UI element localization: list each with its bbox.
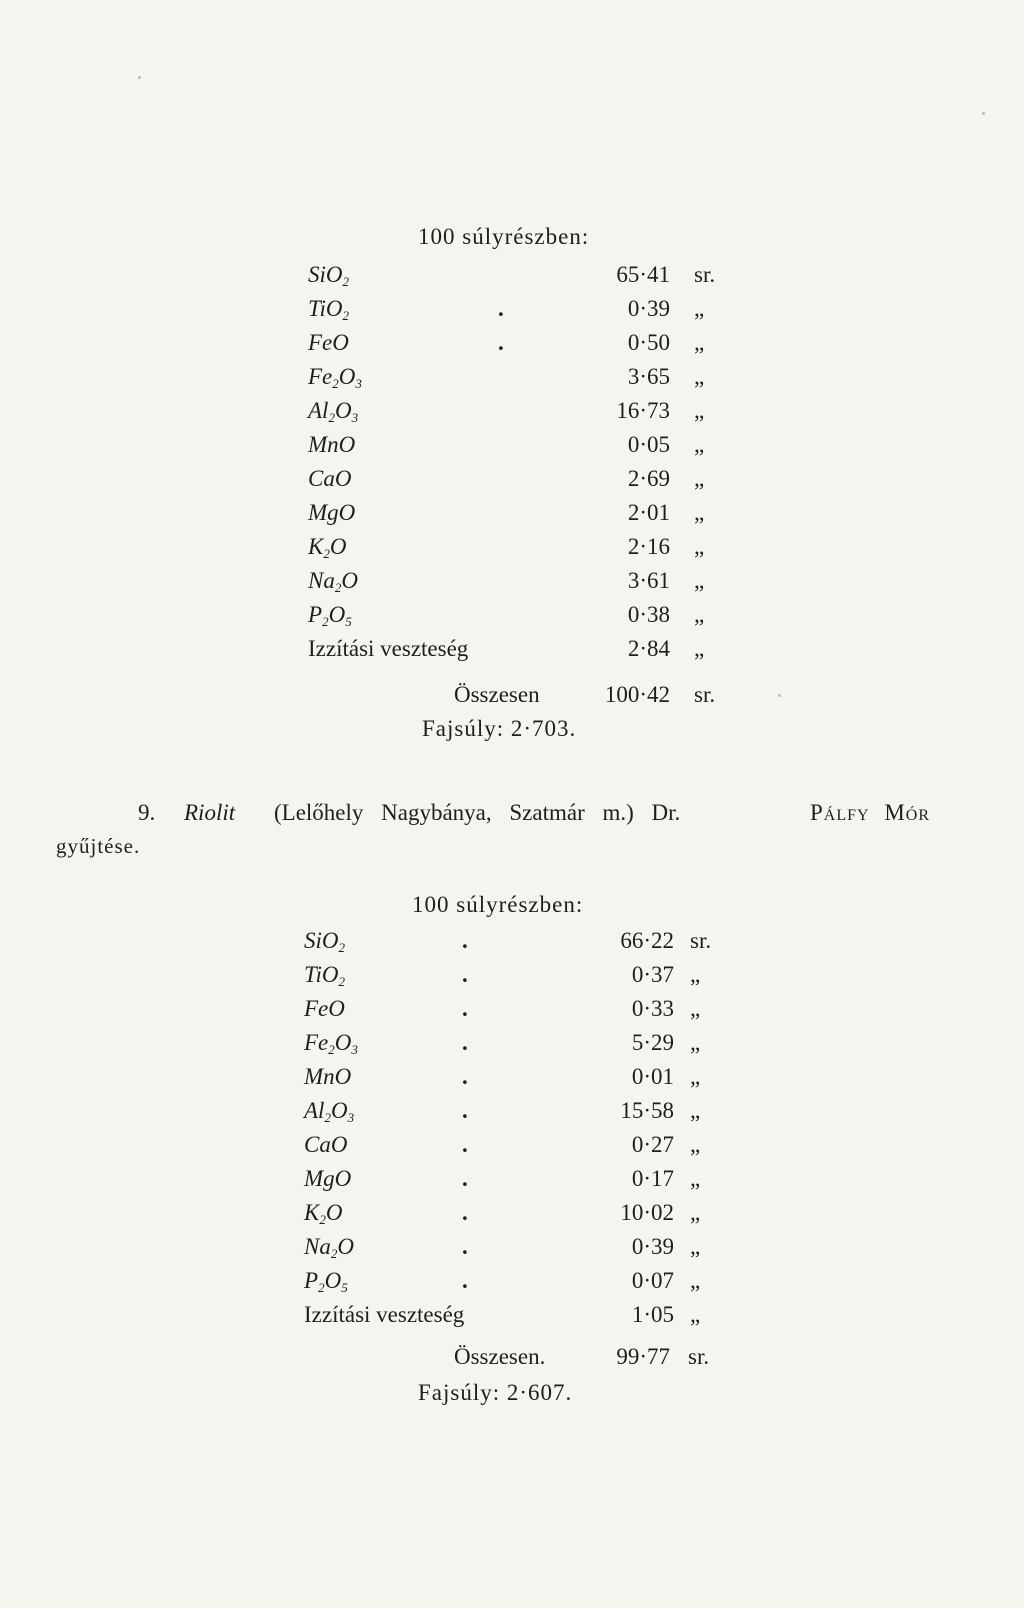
table-row [0,1234,1024,1268]
formula: MgO [304,1166,352,1191]
leader-dot: . [462,1166,468,1191]
row-value: 0·39 [627,296,670,321]
collector-name: Pálfy Mór [810,800,930,825]
leader-dot: . [462,1234,468,1259]
row-value: 2·84 [627,636,670,661]
table-row [0,928,1024,962]
formula: $P_2O_5$ [304,1268,348,1295]
leader-dot: . [498,330,504,355]
row-unit: „ [694,466,705,491]
row-label: Izzítási veszteség [308,636,469,661]
leader-dot: . [462,1268,468,1293]
table-row [0,1098,1024,1132]
formula: $P_2O_5$ [308,602,352,629]
formula: MnO [304,1064,352,1089]
leader-dot: . [498,296,504,321]
row-value: 0·17 [631,1166,674,1191]
table-row [0,1064,1024,1098]
formula: $Fe_2O_3$ [304,1030,358,1057]
row-unit: „ [694,398,705,423]
row-unit: „ [694,432,705,457]
leader-dot: . [462,1098,468,1123]
leader-dot: . [462,1200,468,1225]
formula: TiO$_2$ [308,296,350,323]
table1-total-unit: sr. [694,682,716,707]
row-unit: „ [694,602,705,627]
formula: MnO [308,432,356,457]
row-value: 15·58 [620,1098,674,1123]
row-unit: „ [690,962,701,987]
row-value: 0·50 [627,330,670,355]
formula: $Al_2O_3$ [304,1098,355,1125]
table-row [0,398,1024,432]
table-row [0,1268,1024,1302]
table-row [0,962,1024,996]
leader-dot: . [462,962,468,987]
row-value: 1·05 [631,1302,674,1327]
row-value: 65·41 [616,262,670,287]
paper-speck [778,694,781,697]
row-value: 10·02 [620,1200,674,1225]
row-unit: sr. [694,262,716,287]
formula: $K_2O$ [304,1200,343,1227]
row-value: 0·39 [631,1234,674,1259]
row-unit: „ [690,1268,701,1293]
table-row [0,636,1024,670]
table2-heading: 100 súlyrészben: [412,892,584,917]
formula: $Al_2O_3$ [308,398,359,425]
formula: CaO [304,1132,348,1157]
row-unit: „ [694,568,705,593]
row-unit: „ [690,1166,701,1191]
table-row [0,568,1024,602]
row-value: 5·29 [631,1030,674,1055]
row-value: 0·33 [631,996,674,1021]
row-value: 0·27 [631,1132,674,1157]
leader-dot: . [462,1132,468,1157]
table-row [0,1200,1024,1234]
row-unit: „ [694,296,705,321]
row-unit: „ [690,1030,701,1055]
table1-total-label: Összesen [454,682,540,707]
formula: FeO [304,996,345,1021]
row-unit: sr. [690,928,712,953]
row-unit: „ [690,1200,701,1225]
row-unit: „ [694,636,705,661]
formula: CaO [308,466,352,491]
table1-total-value: 100·42 [604,682,670,707]
rock-name: Riolit [184,800,236,825]
table-row [0,364,1024,398]
table-row [0,262,1024,296]
formula: $Na_2O$ [308,568,358,595]
row-unit: „ [694,364,705,389]
row-unit: „ [690,1302,701,1327]
table-row [0,1166,1024,1200]
paper-speck [138,76,141,79]
sample-number: 9. [138,800,156,825]
row-value: 0·07 [631,1268,674,1293]
table-row [0,534,1024,568]
table-row [0,1132,1024,1166]
row-value: 0·38 [627,602,670,627]
row-unit: „ [694,534,705,559]
row-value: 0·37 [631,962,674,987]
row-value: 66·22 [620,928,674,953]
formula: $Na_2O$ [304,1234,354,1261]
row-value: 2·16 [627,534,670,559]
table-row [0,466,1024,500]
formula: $K_2O$ [308,534,347,561]
row-value: 0·01 [631,1064,674,1089]
row-unit: „ [690,1234,701,1259]
table-row [0,1030,1024,1064]
formula: TiO$_2$ [304,962,346,989]
row-value: 3·65 [627,364,670,389]
table2-density: Fajsúly: 2·607. [418,1380,573,1405]
formula: FeO [308,330,349,355]
leader-dot: . [462,928,468,953]
paragraph-line2: gyűjtése. [56,834,141,858]
table1-density: Fajsúly: 2·703. [422,716,577,741]
row-value: 0·05 [627,432,670,457]
row-unit: „ [694,500,705,525]
table2-total-unit: sr. [688,1344,710,1369]
row-value: 3·61 [627,568,670,593]
row-value: 2·01 [627,500,670,525]
paper-speck [982,112,985,115]
row-label: Izzítási veszteség [304,1302,465,1327]
table-row [0,432,1024,466]
row-value: 16·73 [616,398,670,423]
table-row [0,296,1024,330]
table-row [0,1302,1024,1336]
formula: SiO$_2$ [304,928,345,955]
leader-dot: . [462,996,468,1021]
row-unit: „ [690,1098,701,1123]
row-unit: „ [690,1064,701,1089]
table2-total-label: Összesen. [454,1344,546,1369]
row-unit: „ [690,996,701,1021]
row-value: 2·69 [627,466,670,491]
locality-text: (Lelőhely Nagybánya, Szatmár m.) Dr. [274,800,681,825]
table1-heading: 100 súlyrészben: [418,224,590,249]
formula: $Fe_2O_3$ [308,364,362,391]
table-row [0,602,1024,636]
table2-total-value: 99·77 [616,1344,670,1369]
table-row [0,500,1024,534]
table-row [0,996,1024,1030]
formula: MgO [308,500,356,525]
table-row [0,330,1024,364]
leader-dot: . [462,1064,468,1089]
leader-dot: . [462,1030,468,1055]
formula: SiO$_2$ [308,262,349,289]
row-unit: „ [694,330,705,355]
row-unit: „ [690,1132,701,1157]
